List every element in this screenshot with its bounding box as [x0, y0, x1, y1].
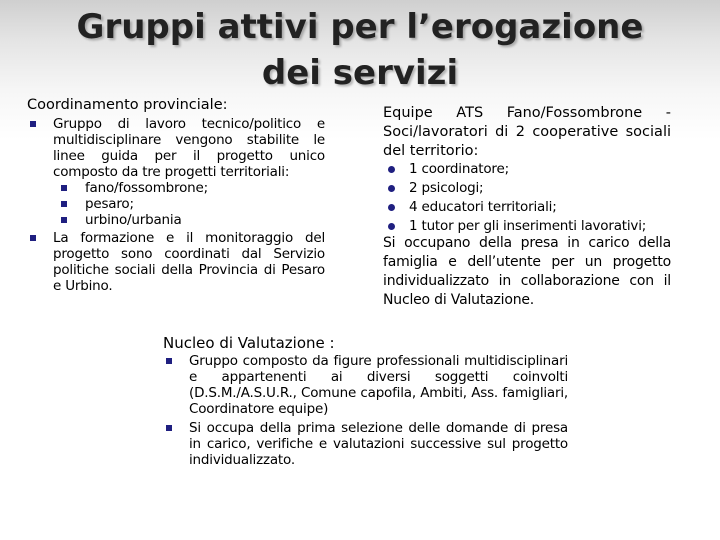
- nucleo-item-text: Gruppo composto da figure professionali multidisciplinari e appartenenti ai diversi soggetti coinvolti (D.S.M./A.S.U.R., Comune capofila, Ambiti, Ass. famigliari, Coordinatore equipe): [189, 353, 568, 417]
- square-bullet-icon: [61, 201, 67, 207]
- equipe-item: [383, 180, 671, 196]
- round-bullet-icon: [388, 166, 395, 173]
- square-bullet-icon: [166, 425, 172, 431]
- nucleo-section: [163, 333, 568, 468]
- equipe-item-text: 4 educatori territoriali;: [409, 199, 557, 215]
- coordinamento-section: [27, 96, 325, 294]
- coordinamento-item-2-text: La formazione e il monitoraggio del progetto sono coordinati dal Servizio politiche sociali della Provincia di Pesaro e Urbino.: [53, 230, 325, 294]
- equipe-heading: Equipe ATS Fano/Fossombrone - Soci/lavoratori di 2 cooperative sociali del territorio:: [383, 105, 671, 159]
- equipe-item: [383, 199, 671, 215]
- square-bullet-icon: [30, 121, 36, 127]
- equipe-item-text: 1 tutor per gli inserimenti lavorativi;: [409, 218, 647, 234]
- square-bullet-icon: [61, 185, 67, 191]
- coordinamento-item-1-text: Gruppo di lavoro tecnico/politico e multidisciplinare vengono stabilite le linee guida per il progetto unico composto da tre progetti territoriali:: [53, 116, 325, 180]
- coordinamento-subitem: [61, 212, 325, 228]
- nucleo-item: [163, 353, 568, 417]
- nucleo-item: [163, 420, 568, 468]
- equipe-item-text: 1 coordinatore;: [409, 161, 509, 177]
- square-bullet-icon: [30, 235, 36, 241]
- coordinamento-subitem: [61, 180, 325, 196]
- equipe-section: [383, 104, 671, 310]
- round-bullet-icon: [388, 223, 395, 230]
- square-bullet-icon: [61, 217, 67, 223]
- title-line-2: dei servizi: [261, 53, 459, 93]
- coordinamento-subitem: [61, 196, 325, 212]
- title-line-1: Gruppi attivi per l’erogazione: [76, 7, 644, 47]
- slide-title: [0, 4, 720, 96]
- nucleo-heading: Nucleo di Valutazione :: [163, 334, 335, 352]
- round-bullet-icon: [388, 204, 395, 211]
- nucleo-item-text: Si occupa della prima selezione delle domande di presa in carico, verifiche e valutazioni successive sul progetto individualizzato.: [189, 420, 568, 468]
- round-bullet-icon: [388, 185, 395, 192]
- coordinamento-subitem-text: urbino/urbania: [85, 212, 182, 228]
- equipe-description: Si occupano della presa in carico della famiglia e dell’utente per un progetto individualizzato in collaborazione con il Nucleo di Valutazione.: [383, 235, 671, 308]
- equipe-item: [383, 161, 671, 177]
- equipe-item: [383, 218, 671, 234]
- coordinamento-subitem-text: pesaro;: [85, 196, 134, 212]
- equipe-item-text: 2 psicologi;: [409, 180, 484, 196]
- square-bullet-icon: [166, 358, 172, 364]
- coordinamento-item-1: [27, 116, 325, 180]
- coordinamento-heading: Coordinamento provinciale:: [27, 97, 228, 113]
- coordinamento-subitem-text: fano/fossombrone;: [85, 180, 208, 196]
- coordinamento-item-2: [27, 230, 325, 294]
